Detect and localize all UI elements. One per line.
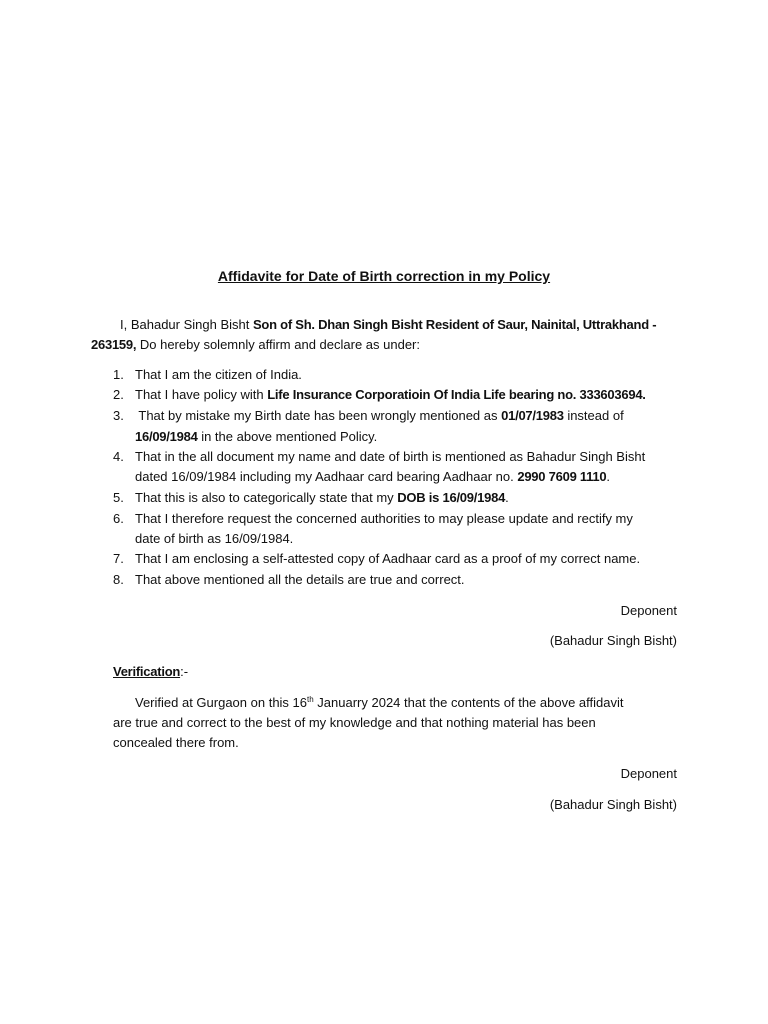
list-number: 5. — [113, 490, 124, 505]
declaration-text: That I therefore request the concerned authorities to may please update and rectify my — [135, 511, 633, 526]
declaration-text: in the above mentioned Policy. — [197, 429, 378, 444]
list-number: 1. — [113, 367, 124, 382]
declaration-text: date of birth as 16/09/1984. — [135, 531, 294, 546]
declaration-item-3 — [113, 407, 624, 425]
declaration-item-4-continued — [135, 468, 610, 486]
declaration-text: That I have policy with — [135, 387, 268, 402]
document-title: Affidavite for Date of Birth correction in my Policy — [217, 268, 551, 284]
declaration-text: That above mentioned all the details are true and correct. — [135, 572, 465, 587]
verification-line-1 — [135, 694, 624, 712]
verification-title: Verification — [113, 664, 181, 679]
declaration-item-7 — [113, 550, 640, 568]
verification-suffix: :- — [180, 664, 189, 679]
aadhaar-number: 2990 7609 1110 — [517, 469, 607, 484]
declaration-text: That I am enclosing a self-attested copy of Aadhaar card as a proof of my correct name. — [135, 551, 641, 566]
deponent-name: (Bahadur Singh Bisht) — [549, 633, 677, 648]
list-number: 2. — [113, 387, 124, 402]
declaration-text: dated 16/09/1984 including my Aadhaar card bearing Aadhaar no. — [135, 469, 518, 484]
list-number: 8. — [113, 572, 124, 587]
intro-bold-line-2: 263159, — [91, 337, 137, 352]
declaration-text: . — [505, 490, 509, 505]
verification-line-2: are true and correct to the best of my knowledge and that nothing material has been — [113, 715, 596, 730]
deponent-label: Deponent — [620, 766, 677, 781]
list-number: 7. — [113, 551, 124, 566]
declaration-text: That this is also to categorically state that my — [135, 490, 398, 505]
declaration-item-2 — [113, 386, 646, 404]
intro-line-2 — [91, 336, 420, 354]
list-number: 6. — [113, 511, 124, 526]
declaration-text: That by mistake my Birth date has been wrongly mentioned as — [135, 408, 502, 423]
verification-heading — [113, 663, 188, 681]
declaration-item-6-continued — [135, 530, 293, 548]
declaration-text: That in the all document my name and date of birth is mentioned as Bahadur Singh Bisht — [135, 449, 646, 464]
verification-text: Januarry 2024 that the contents of the above affidavit — [313, 695, 624, 710]
intro-line-1 — [120, 316, 656, 334]
deponent-name: (Bahadur Singh Bisht) — [549, 797, 677, 812]
declaration-text: instead of — [563, 408, 624, 423]
dob-statement: DOB is 16/09/1984 — [397, 490, 506, 505]
verification-line-3: concealed there from. — [113, 735, 239, 750]
wrong-birth-date: 01/07/1983 — [501, 408, 564, 423]
declaration-text: . — [606, 469, 611, 484]
intro-tail: Do hereby solemnly affirm and declare as under: — [136, 337, 420, 352]
verification-text: Verified at Gurgaon on this 16 — [135, 695, 308, 710]
declaration-text: That I am the citizen of India. — [135, 367, 302, 382]
intro-lead: I, Bahadur Singh Bisht — [120, 317, 253, 332]
declaration-item-8 — [113, 571, 465, 589]
intro-bold-line-1: Son of Sh. Dhan Singh Bisht Resident of Saur, Nainital, Uttrakhand - — [252, 317, 657, 332]
declaration-item-6 — [113, 510, 633, 528]
declaration-item-3-continued — [135, 428, 377, 446]
policy-details: Life Insurance Corporatioin Of India Life bearing no. 333603694. — [267, 387, 646, 402]
ordinal-suffix: th — [307, 695, 314, 704]
declaration-item-1 — [113, 366, 302, 384]
correct-birth-date: 16/09/1984 — [135, 429, 198, 444]
declaration-item-4 — [113, 448, 645, 466]
deponent-label: Deponent — [620, 603, 677, 618]
declaration-item-5 — [113, 489, 509, 507]
list-number: 4. — [113, 449, 124, 464]
list-number: 3. — [113, 408, 124, 423]
